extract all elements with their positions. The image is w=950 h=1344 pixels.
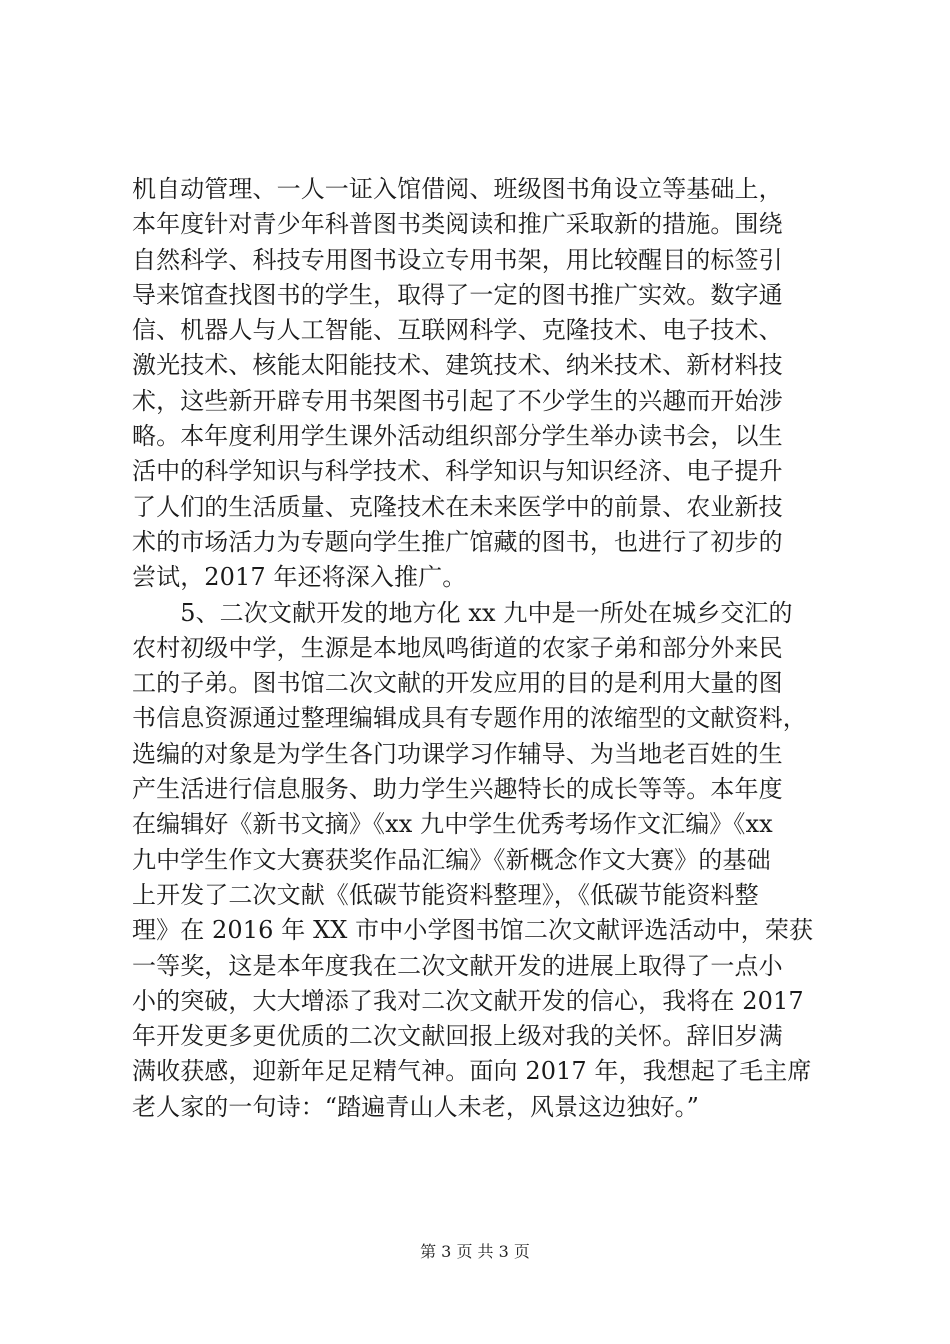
text-line: 活中的科学知识与科学技术、科学知识与知识经济、电子提升 [132,457,783,486]
text-line: 九中学生作文大赛获奖作品汇编》《新概念作文大赛》的基础 [132,845,771,874]
text-line: 自然科学、科技专用图书设立专用书架，用比较醒目的标签引 [132,245,783,274]
text-line: 选编的对象是为学生各门功课学习作辅导、为当地老百姓的生 [132,739,783,768]
text-line: 上开发了二次文献《低碳节能资料整理》，《低碳节能资料整 [132,880,759,909]
text-line: 产生活进行信息服务、助力学生兴趣特长的成长等等。本年度 [132,775,783,804]
text-line: 年开发更多更优质的二次文献回报上级对我的关怀。辞旧岁满 [132,1022,783,1051]
text-line: 术的市场活力为专题向学生推广馆藏的图书，也进行了初步的 [132,527,783,556]
text-line: 术，这些新开辟专用书架图书引起了不少学生的兴趣而开始涉 [132,386,783,415]
text-line: 老人家的一句诗：“踏遍青山人未老，风景这边独好。” [132,1092,700,1121]
text-line: 书信息资源通过整理编辑成具有专题作用的浓缩型的文献资料， [132,704,807,733]
text-line: 满收获感，迎新年足足精气神。面向 2017 年，我想起了毛主席 [132,1057,812,1086]
text-line: 机自动管理、一人一证入馆借阅、班级图书角设立等基础上， [132,175,783,203]
text-line: 5、二次文献开发的地方化 xx 九中是一所处在城乡交汇的 [132,598,793,627]
text-line: 导来馆查找图书的学生，取得了一定的图书推广实效。数字通 [132,280,783,309]
text-line: 了人们的生活质量、克隆技术在未来医学中的前景、农业新技 [132,492,783,521]
text-line: 小的突破，大大增添了我对二次文献开发的信心，我将在 2017 [132,986,804,1015]
page-number-footer: 第 3 页 共 3 页 [420,1242,530,1261]
text-line: 工的子弟。图书馆二次文献的开发应用的目的是利用大量的图 [132,669,783,698]
text-line: 略。本年度利用学生课外活动组织部分学生举办读书会，以生 [132,422,783,451]
body-text [132,172,832,1125]
text-line: 信、机器人与人工智能、互联网科学、克隆技术、电子技术、 [132,316,783,345]
text-line: 理》在 2016 年 XX 市中小学图书馆二次文献评选活动中，荣获 [132,916,814,945]
text-line: 农村初级中学，生源是本地凤鸣街道的农家子弟和部分外来民 [132,633,783,662]
text-line: 一等奖，这是本年度我在二次文献开发的进展上取得了一点小 [132,951,783,980]
text-line: 激光技术、核能太阳能技术、建筑技术、纳米技术、新材料技 [132,351,783,380]
text-line: 尝试，2017 年还将深入推广。 [132,563,467,592]
text-line: 在编辑好《新书文摘》《xx 九中学生优秀考场作文汇编》《xx [132,810,773,839]
text-line: 本年度针对青少年科普图书类阅读和推广采取新的措施。围绕 [132,210,783,239]
